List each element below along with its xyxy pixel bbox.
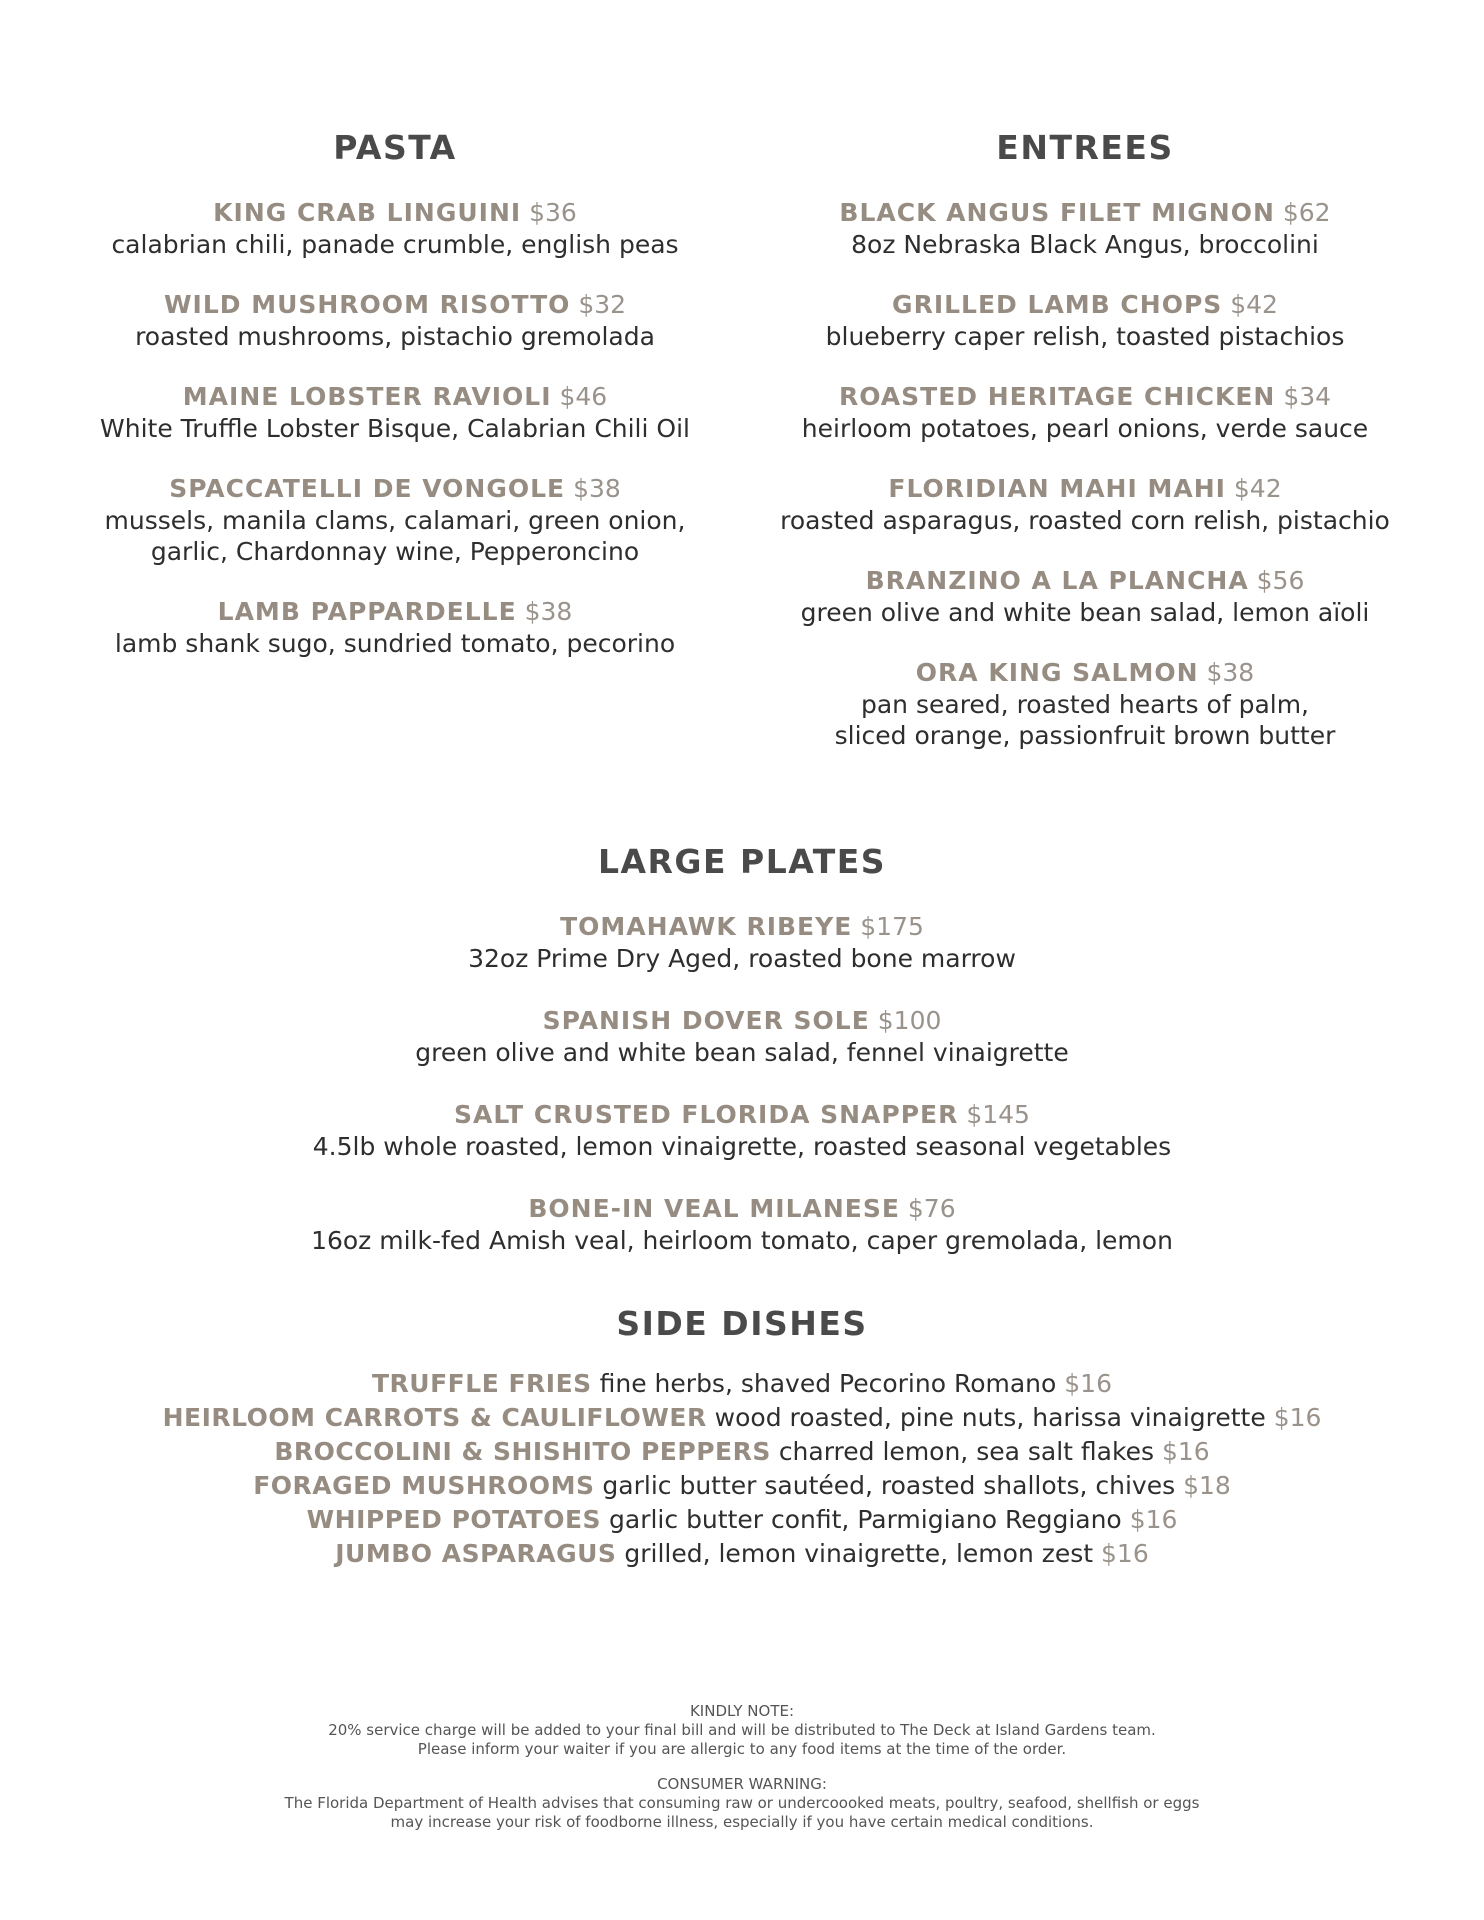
menu-item-description: lamb shank sugo, sundried tomato, pecorino — [114, 629, 676, 658]
menu-item-price: $36 — [529, 198, 577, 227]
menu-item-name: ROASTED HERITAGE CHICKEN — [838, 382, 1276, 411]
menu-item — [750, 289, 1420, 352]
menu-item-price: $34 — [1283, 382, 1332, 411]
menu-item-description: calabrian chili, panade crumble, english peas — [111, 230, 679, 259]
menu-item-name: GRILLED LAMB CHOPS — [892, 290, 1223, 319]
consumer-warning-line: The Florida Department of Health advises that consuming raw or undercoooked meats, poultry, seafood, shellfish or eggs — [284, 1794, 1200, 1812]
menu-item-description: roasted mushrooms, pistachio gremolada — [135, 322, 655, 351]
side-dish-name: FORAGED MUSHROOMS — [253, 1471, 595, 1500]
menu-item-heading — [0, 1099, 1484, 1131]
side-dishes-items — [0, 1367, 1484, 1571]
menu-item — [60, 197, 730, 260]
menu-item-description: roasted asparagus, roasted corn relish, pistachio — [780, 506, 1390, 535]
menu-item-heading — [750, 473, 1420, 505]
menu-item-name: BLACK ANGUS FILET MIGNON — [839, 198, 1275, 227]
menu-item-name: WILD MUSHROOM RISOTTO — [163, 290, 571, 319]
consumer-warning — [0, 1775, 1484, 1832]
menu-item-price: $42 — [1230, 290, 1278, 319]
menu-item-price: $42 — [1233, 474, 1282, 503]
menu-item-description: green olive and white bean salad, lemon aïoli — [800, 598, 1370, 627]
side-dish-item — [0, 1503, 1484, 1537]
menu-item-price: $175 — [860, 912, 924, 941]
menu-item-name: TOMAHAWK RIBEYE — [560, 912, 853, 941]
side-dish-item — [0, 1537, 1484, 1571]
side-dish-name: JUMBO ASPARAGUS — [335, 1539, 617, 1568]
menu-item — [750, 381, 1420, 444]
menu-item — [750, 657, 1420, 751]
menu-item-description: 32oz Prime Dry Aged, roasted bone marrow — [468, 944, 1016, 973]
side-dish-description: garlic butter confit, Parmigiano Reggiano — [609, 1505, 1122, 1534]
menu-item-heading — [0, 1193, 1484, 1225]
large-plates-section — [0, 842, 1484, 1287]
side-dish-name: BROCCOLINI & SHISHITO PEPPERS — [274, 1437, 771, 1466]
kindly-note-line: 20% service charge will be added to your final bill and will be distributed to The Deck at Island Gardens team. — [328, 1721, 1156, 1739]
menu-item-price: $100 — [877, 1006, 942, 1035]
kindly-note-line: Please inform your waiter if you are allergic to any food items at the time of the order. — [417, 1740, 1067, 1758]
menu-item-heading — [750, 565, 1420, 597]
menu-item-name: SPACCATELLI DE VONGOLE — [169, 474, 566, 503]
side-dish-name: WHIPPED POTATOES — [306, 1505, 602, 1534]
kindly-note — [0, 1702, 1484, 1759]
side-dish-description: garlic butter sautéed, roasted shallots, chives — [602, 1471, 1176, 1500]
menu-item-heading — [60, 381, 730, 413]
menu-item-description: pan seared, roasted hearts of palm, sliced orange, passionfruit brown butter — [834, 690, 1336, 750]
entrees-title: ENTREES — [996, 128, 1174, 167]
menu-item-name: LAMB PAPPARDELLE — [217, 597, 517, 626]
side-dish-name: TRUFFLE FRIES — [372, 1369, 592, 1398]
menu-item-description: White Truffle Lobster Bisque, Calabrian Chili Oil — [100, 414, 690, 443]
menu-item — [60, 473, 730, 567]
menu-item-heading — [0, 1005, 1484, 1037]
consumer-warning-line: may increase your risk of foodborne illness, especially if you have certain medical conditions. — [390, 1813, 1094, 1831]
menu-item-heading — [750, 289, 1420, 321]
pasta-items — [60, 197, 730, 659]
menu-item-name: MAINE LOBSTER RAVIOLI — [182, 382, 552, 411]
side-dish-price: $16 — [1064, 1369, 1112, 1398]
menu-item-name: SPANISH DOVER SOLE — [542, 1006, 870, 1035]
menu-item — [60, 289, 730, 352]
consumer-warning-title: CONSUMER WARNING: — [657, 1775, 827, 1793]
menu-item — [0, 911, 1484, 974]
menu-item-name: BONE-IN VEAL MILANESE — [528, 1194, 900, 1223]
side-dish-description: wood roasted, pine nuts, harissa vinaigrette — [714, 1403, 1266, 1432]
footer-notes — [0, 1702, 1484, 1848]
menu-item-price: $145 — [966, 1100, 1030, 1129]
menu-item-description: 8oz Nebraska Black Angus, broccolini — [851, 230, 1319, 259]
menu-item-description: green olive and white bean salad, fennel vinaigrette — [415, 1038, 1069, 1067]
menu-item — [0, 1005, 1484, 1068]
side-dish-description: charred lemon, sea salt flakes — [778, 1437, 1154, 1466]
menu-item — [60, 596, 730, 659]
menu-item-description: 16oz milk-fed Amish veal, heirloom tomato, caper gremolada, lemon — [311, 1226, 1173, 1255]
menu-item-name: ORA KING SALMON — [915, 658, 1199, 687]
menu-item-heading — [750, 657, 1420, 689]
side-dish-item — [0, 1367, 1484, 1401]
menu-item-description: 4.5lb whole roasted, lemon vinaigrette, roasted seasonal vegetables — [312, 1132, 1172, 1161]
menu-item-heading — [60, 596, 730, 628]
side-dish-item — [0, 1401, 1484, 1435]
menu-item-description: blueberry caper relish, toasted pistachios — [825, 322, 1345, 351]
menu-item-heading — [60, 197, 730, 229]
menu-item-heading — [60, 289, 730, 321]
side-dish-item — [0, 1469, 1484, 1503]
side-dish-price: $18 — [1183, 1471, 1231, 1500]
menu-item-heading — [60, 473, 730, 505]
menu-item-name: FLORIDIAN MAHI MAHI — [888, 474, 1226, 503]
side-dish-price: $16 — [1129, 1505, 1178, 1534]
menu-item — [750, 197, 1420, 260]
pasta-title: PASTA — [333, 128, 457, 167]
menu-item-description: heirloom potatoes, pearl onions, verde sauce — [801, 414, 1369, 443]
side-dish-description: grilled, lemon vinaigrette, lemon zest — [624, 1539, 1094, 1568]
menu-item-name: BRANZINO A LA PLANCHA — [865, 566, 1249, 595]
menu-item-heading — [750, 197, 1420, 229]
side-dish-description: fine herbs, shaved Pecorino Romano — [599, 1369, 1057, 1398]
menu-item — [60, 381, 730, 444]
menu-item-heading — [0, 911, 1484, 943]
menu-item — [750, 473, 1420, 536]
side-dishes-section — [0, 1304, 1484, 1571]
menu-item-price: $76 — [907, 1194, 956, 1223]
side-dishes-title: SIDE DISHES — [616, 1304, 868, 1343]
side-dish-name: HEIRLOOM CARROTS & CAULIFLOWER — [162, 1403, 707, 1432]
entrees-items — [750, 197, 1420, 751]
side-dish-price: $16 — [1273, 1403, 1322, 1432]
menu-item-price: $32 — [578, 290, 627, 319]
menu-item-price: $62 — [1282, 198, 1331, 227]
side-dish-price: $16 — [1101, 1539, 1149, 1568]
menu-item-price: $38 — [1206, 658, 1255, 687]
menu-item-name: SALT CRUSTED FLORIDA SNAPPER — [454, 1100, 959, 1129]
pasta-section — [60, 128, 730, 688]
menu-item — [0, 1193, 1484, 1256]
large-plates-items — [0, 911, 1484, 1256]
menu-item-price: $38 — [573, 474, 621, 503]
side-dish-item — [0, 1435, 1484, 1469]
menu-item — [0, 1099, 1484, 1162]
menu-item-name: KING CRAB LINGUINI — [213, 198, 522, 227]
menu-item-price: $56 — [1256, 566, 1305, 595]
menu-item-price: $46 — [559, 382, 608, 411]
menu-item-description: mussels, manila clams, calamari, green onion, garlic, Chardonnay wine, Pepperoncino — [104, 506, 686, 566]
entrees-section — [750, 128, 1420, 780]
large-plates-title: LARGE PLATES — [597, 842, 887, 881]
side-dish-price: $16 — [1161, 1437, 1210, 1466]
menu-item-heading — [750, 381, 1420, 413]
menu-item — [750, 565, 1420, 628]
menu-item-price: $38 — [524, 597, 573, 626]
kindly-note-title: KINDLY NOTE: — [689, 1702, 795, 1720]
